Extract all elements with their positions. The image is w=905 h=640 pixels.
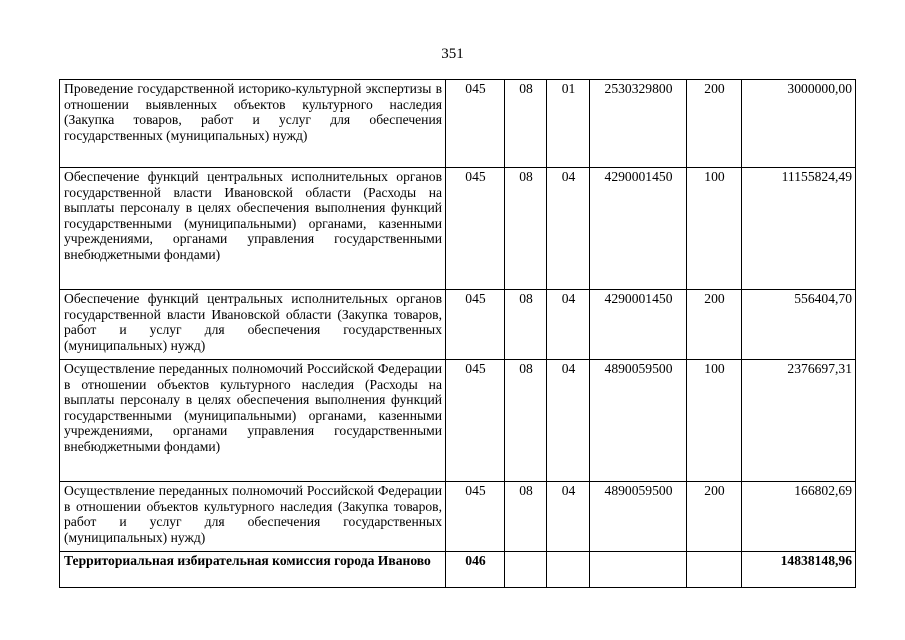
table-row <box>60 482 856 552</box>
ministry-code: 045 <box>446 290 505 360</box>
section-code: 08 <box>505 168 547 290</box>
page-number: 351 <box>441 46 464 62</box>
row-description: Осуществление переданных полномочий Российской Федерации в отношении объектов культурного наследия (Закупка товаров, работ и услуг для обеспечения государственных (муниципальных) нужд) <box>60 482 446 552</box>
total-target-article-code <box>590 552 687 588</box>
total-section-code <box>505 552 547 588</box>
section-code: 08 <box>505 482 547 552</box>
row-description: Обеспечение функций центральных исполнительных органов государственной власти Ивановской области (Закупка товаров, работ и услуг для обеспечения государственных (муниципальных) нужд) <box>60 290 446 360</box>
target-article-code: 4290001450 <box>590 168 687 290</box>
ministry-code: 045 <box>446 482 505 552</box>
row-description: Обеспечение функций центральных исполнительных органов государственной власти Ивановской области (Расходы на выплаты персоналу в целях обеспечения выполнения функций государственными (муниципальными) органами, казенными учреждениями, органами управления государственными внебюджетными фондами) <box>60 168 446 290</box>
row-description: Осуществление переданных полномочий Российской Федерации в отношении объектов культурного наследия (Расходы на выплаты персоналу в целях обеспечения выполнения функций государственными (муниципальными) органами, казенными учреждениями, органами управления государственными внебюджетными фондами) <box>60 360 446 482</box>
table-row <box>60 168 856 290</box>
target-article-code: 4890059500 <box>590 360 687 482</box>
ministry-code: 045 <box>446 168 505 290</box>
section-code: 08 <box>505 80 547 168</box>
subsection-code: 04 <box>547 168 590 290</box>
row-description: Проведение государственной историко-культурной экспертизы в отношении выявленных объектов культурного наследия (Закупка товаров, работ и услуг для обеспечения государственных (муниципальных) нужд) <box>60 80 446 168</box>
expense-type-code: 100 <box>687 168 742 290</box>
total-row-description: Территориальная избирательная комиссия города Иваново <box>60 552 446 588</box>
amount-value: 3000000,00 <box>742 80 856 168</box>
expense-type-code: 100 <box>687 360 742 482</box>
expense-type-code: 200 <box>687 482 742 552</box>
amount-value: 11155824,49 <box>742 168 856 290</box>
section-code: 08 <box>505 290 547 360</box>
expense-type-code: 200 <box>687 80 742 168</box>
expense-type-code: 200 <box>687 290 742 360</box>
table-row <box>60 360 856 482</box>
total-expense-type-code <box>687 552 742 588</box>
subsection-code: 01 <box>547 80 590 168</box>
target-article-code: 4890059500 <box>590 482 687 552</box>
table-row <box>60 80 856 168</box>
section-code: 08 <box>505 360 547 482</box>
target-article-code: 2530329800 <box>590 80 687 168</box>
subsection-code: 04 <box>547 290 590 360</box>
amount-value: 2376697,31 <box>742 360 856 482</box>
subsection-code: 04 <box>547 360 590 482</box>
amount-value: 166802,69 <box>742 482 856 552</box>
total-amount-value: 14838148,96 <box>742 552 856 588</box>
total-ministry-code: 046 <box>446 552 505 588</box>
amount-value: 556404,70 <box>742 290 856 360</box>
table-total-row <box>60 552 856 588</box>
total-subsection-code <box>547 552 590 588</box>
table-row <box>60 290 856 360</box>
budget-table <box>59 79 856 588</box>
ministry-code: 045 <box>446 80 505 168</box>
subsection-code: 04 <box>547 482 590 552</box>
target-article-code: 4290001450 <box>590 290 687 360</box>
ministry-code: 045 <box>446 360 505 482</box>
